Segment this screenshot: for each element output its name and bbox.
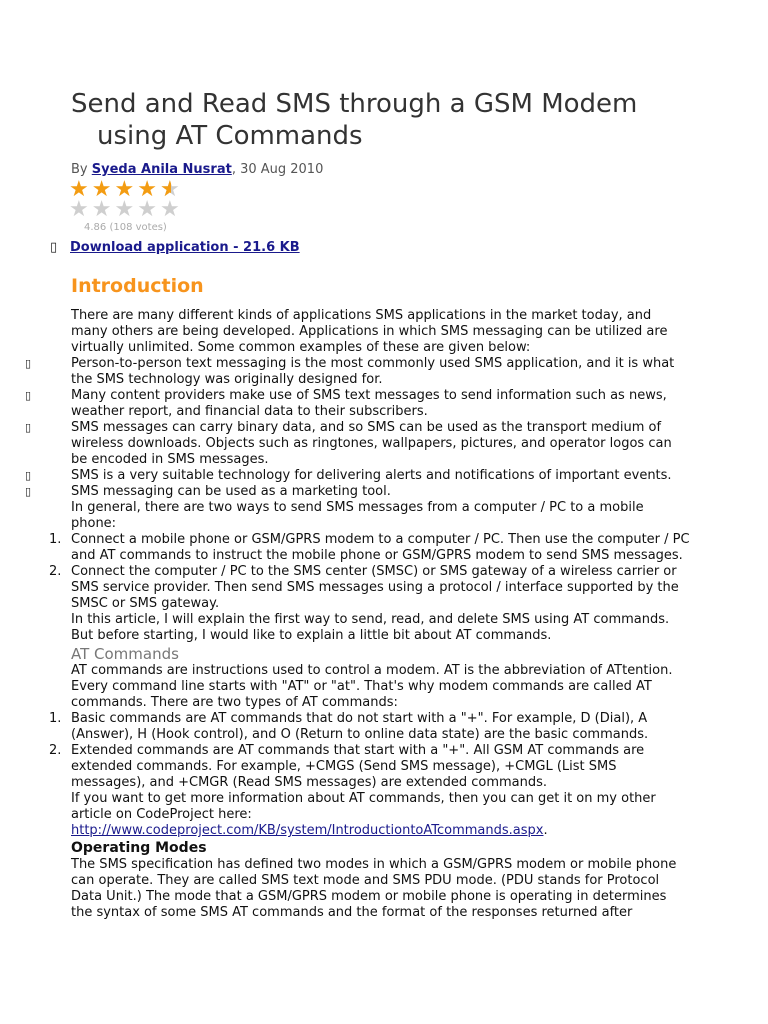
empty-star-icon[interactable]: ★ <box>69 197 92 222</box>
examples-list <box>25 356 691 500</box>
star-icon[interactable]: ★ <box>114 177 138 202</box>
bullet-icon: ▯ <box>25 389 32 402</box>
bullet-icon: ▯ <box>25 469 32 482</box>
article-paragraph: In this article, I will explain the first way to send, read, and delete SMS using AT commands. But before starting, I would like to explain a little bit about AT commands. <box>71 612 670 643</box>
at-commands-heading: AT Commands <box>71 645 179 663</box>
bullet-icon: ▯ <box>25 421 32 434</box>
bullet-icon: ▯ <box>25 485 32 498</box>
list-item: 2. Connect the computer / PC to the SMS center (SMSC) or SMS gateway of a wireless carrier or SMS service provider. Then send SMS messages using a protocol / interface supported by the SMSC or SMS gateway. <box>49 564 679 611</box>
list-item: ▯ Person-to-person text messaging is the most commonly used SMS application, and it is what the SMS technology was originally designed for. <box>25 356 675 387</box>
ways-list <box>49 532 691 612</box>
byline <box>71 162 323 177</box>
download-item <box>50 240 300 255</box>
general-paragraph: In general, there are two ways to send SMS messages from a computer / PC to a mobile phone: <box>71 500 644 531</box>
download-link[interactable]: Download application - 21.6 KB <box>70 240 300 255</box>
title-line-1: Send and Read SMS through a GSM Modem <box>71 89 638 119</box>
rating-text: 4.86 (108 votes) <box>84 222 167 233</box>
list-item: 1. Basic commands are AT commands that do not start with a "+". For example, D (Dial), A (Answer), H (Hook control), and O (Return to online data state) are the basic commands. <box>49 711 649 742</box>
star-icon[interactable]: ★ <box>69 177 92 202</box>
star-icon[interactable]: ★ <box>137 177 160 202</box>
title-line-2: using AT Commands <box>97 121 363 151</box>
bullet-icon: ▯ <box>50 240 58 255</box>
empty-star-icon[interactable]: ★ <box>159 197 183 222</box>
half-star-icon[interactable]: ★ ★ <box>160 178 183 202</box>
empty-star-icon[interactable]: ★ <box>137 197 160 222</box>
empty-star-icon[interactable]: ★ <box>114 197 138 222</box>
at-paragraph: AT commands are instructions used to control a modem. AT is the abbreviation of ATtention. Every command line starts with "AT" or "at". That's why modem commands are called AT commands. There are two types of AT commands: <box>71 663 673 710</box>
list-item: ▯ SMS is a very suitable technology for delivering alerts and notifications of important events. <box>25 468 672 483</box>
operating-modes-heading: Operating Modes <box>71 840 207 856</box>
author-link[interactable]: Syeda Anila Nusrat <box>91 162 232 177</box>
list-item: 1. Connect a mobile phone or GSM/GPRS modem to a computer / PC. Then use the computer / PC and AT commands to instruct the mobile phone or GSM/GPRS modem to send SMS messages. <box>49 532 690 563</box>
codeproject-link[interactable]: http://www.codeproject.com/KB/system/IntroductiontoATcommands.aspx <box>71 823 544 838</box>
operating-modes-paragraph: The SMS specification has defined two modes in which a GSM/GPRS modem or mobile phone can operate. They are called SMS text mode and SMS PDU mode. (PDU stands for Protocol Data Unit.) The mode that a GSM/GPRS modem or mobile phone is operating in determines the syntax of some SMS AT commands and the format of the responses returned after <box>71 857 677 920</box>
rating-stars-empty[interactable] <box>69 198 183 222</box>
star-icon[interactable]: ★ <box>91 177 115 202</box>
intro-paragraph: There are many different kinds of applications SMS applications in the market today, and many others are being developed. Applications in which SMS messaging can be utilized are virtually unlimited. Some common examples of these are given below: <box>71 308 668 355</box>
at-types-list <box>49 711 691 791</box>
list-item: ▯ SMS messages can carry binary data, and so SMS can be used as the transport medium of wireless downloads. Objects such as ringtones, wallpapers, pictures, and operator logos can be encoded in SMS messages. <box>25 420 672 467</box>
list-item: 2. Extended commands are AT commands that start with a "+". All GSM AT commands are extended commands. For example, +CMGS (Send SMS message), +CMGL (List SMS messages), and +CMGR (Read SMS messages) are extended commands. <box>49 743 645 790</box>
empty-star-icon[interactable]: ★ <box>91 197 115 222</box>
list-item: ▯ Many content providers make use of SMS text messages to send information such as news, weather report, and financial data to their subscribers. <box>25 388 667 419</box>
intro-heading: Introduction <box>71 275 204 297</box>
list-item: ▯ SMS messaging can be used as a marketing tool. <box>25 484 391 499</box>
article-title <box>71 88 751 152</box>
byline-prefix: By <box>71 162 92 177</box>
article-date: , 30 Aug 2010 <box>231 162 324 177</box>
article-body <box>25 308 691 921</box>
more-info-paragraph: If you want to get more information about AT commands, then you can get it on my other article on CodeProject here: http://www.codeproject.com/KB/system/IntroductiontoATcommands.aspx. <box>71 791 656 838</box>
bullet-icon: ▯ <box>25 357 32 370</box>
